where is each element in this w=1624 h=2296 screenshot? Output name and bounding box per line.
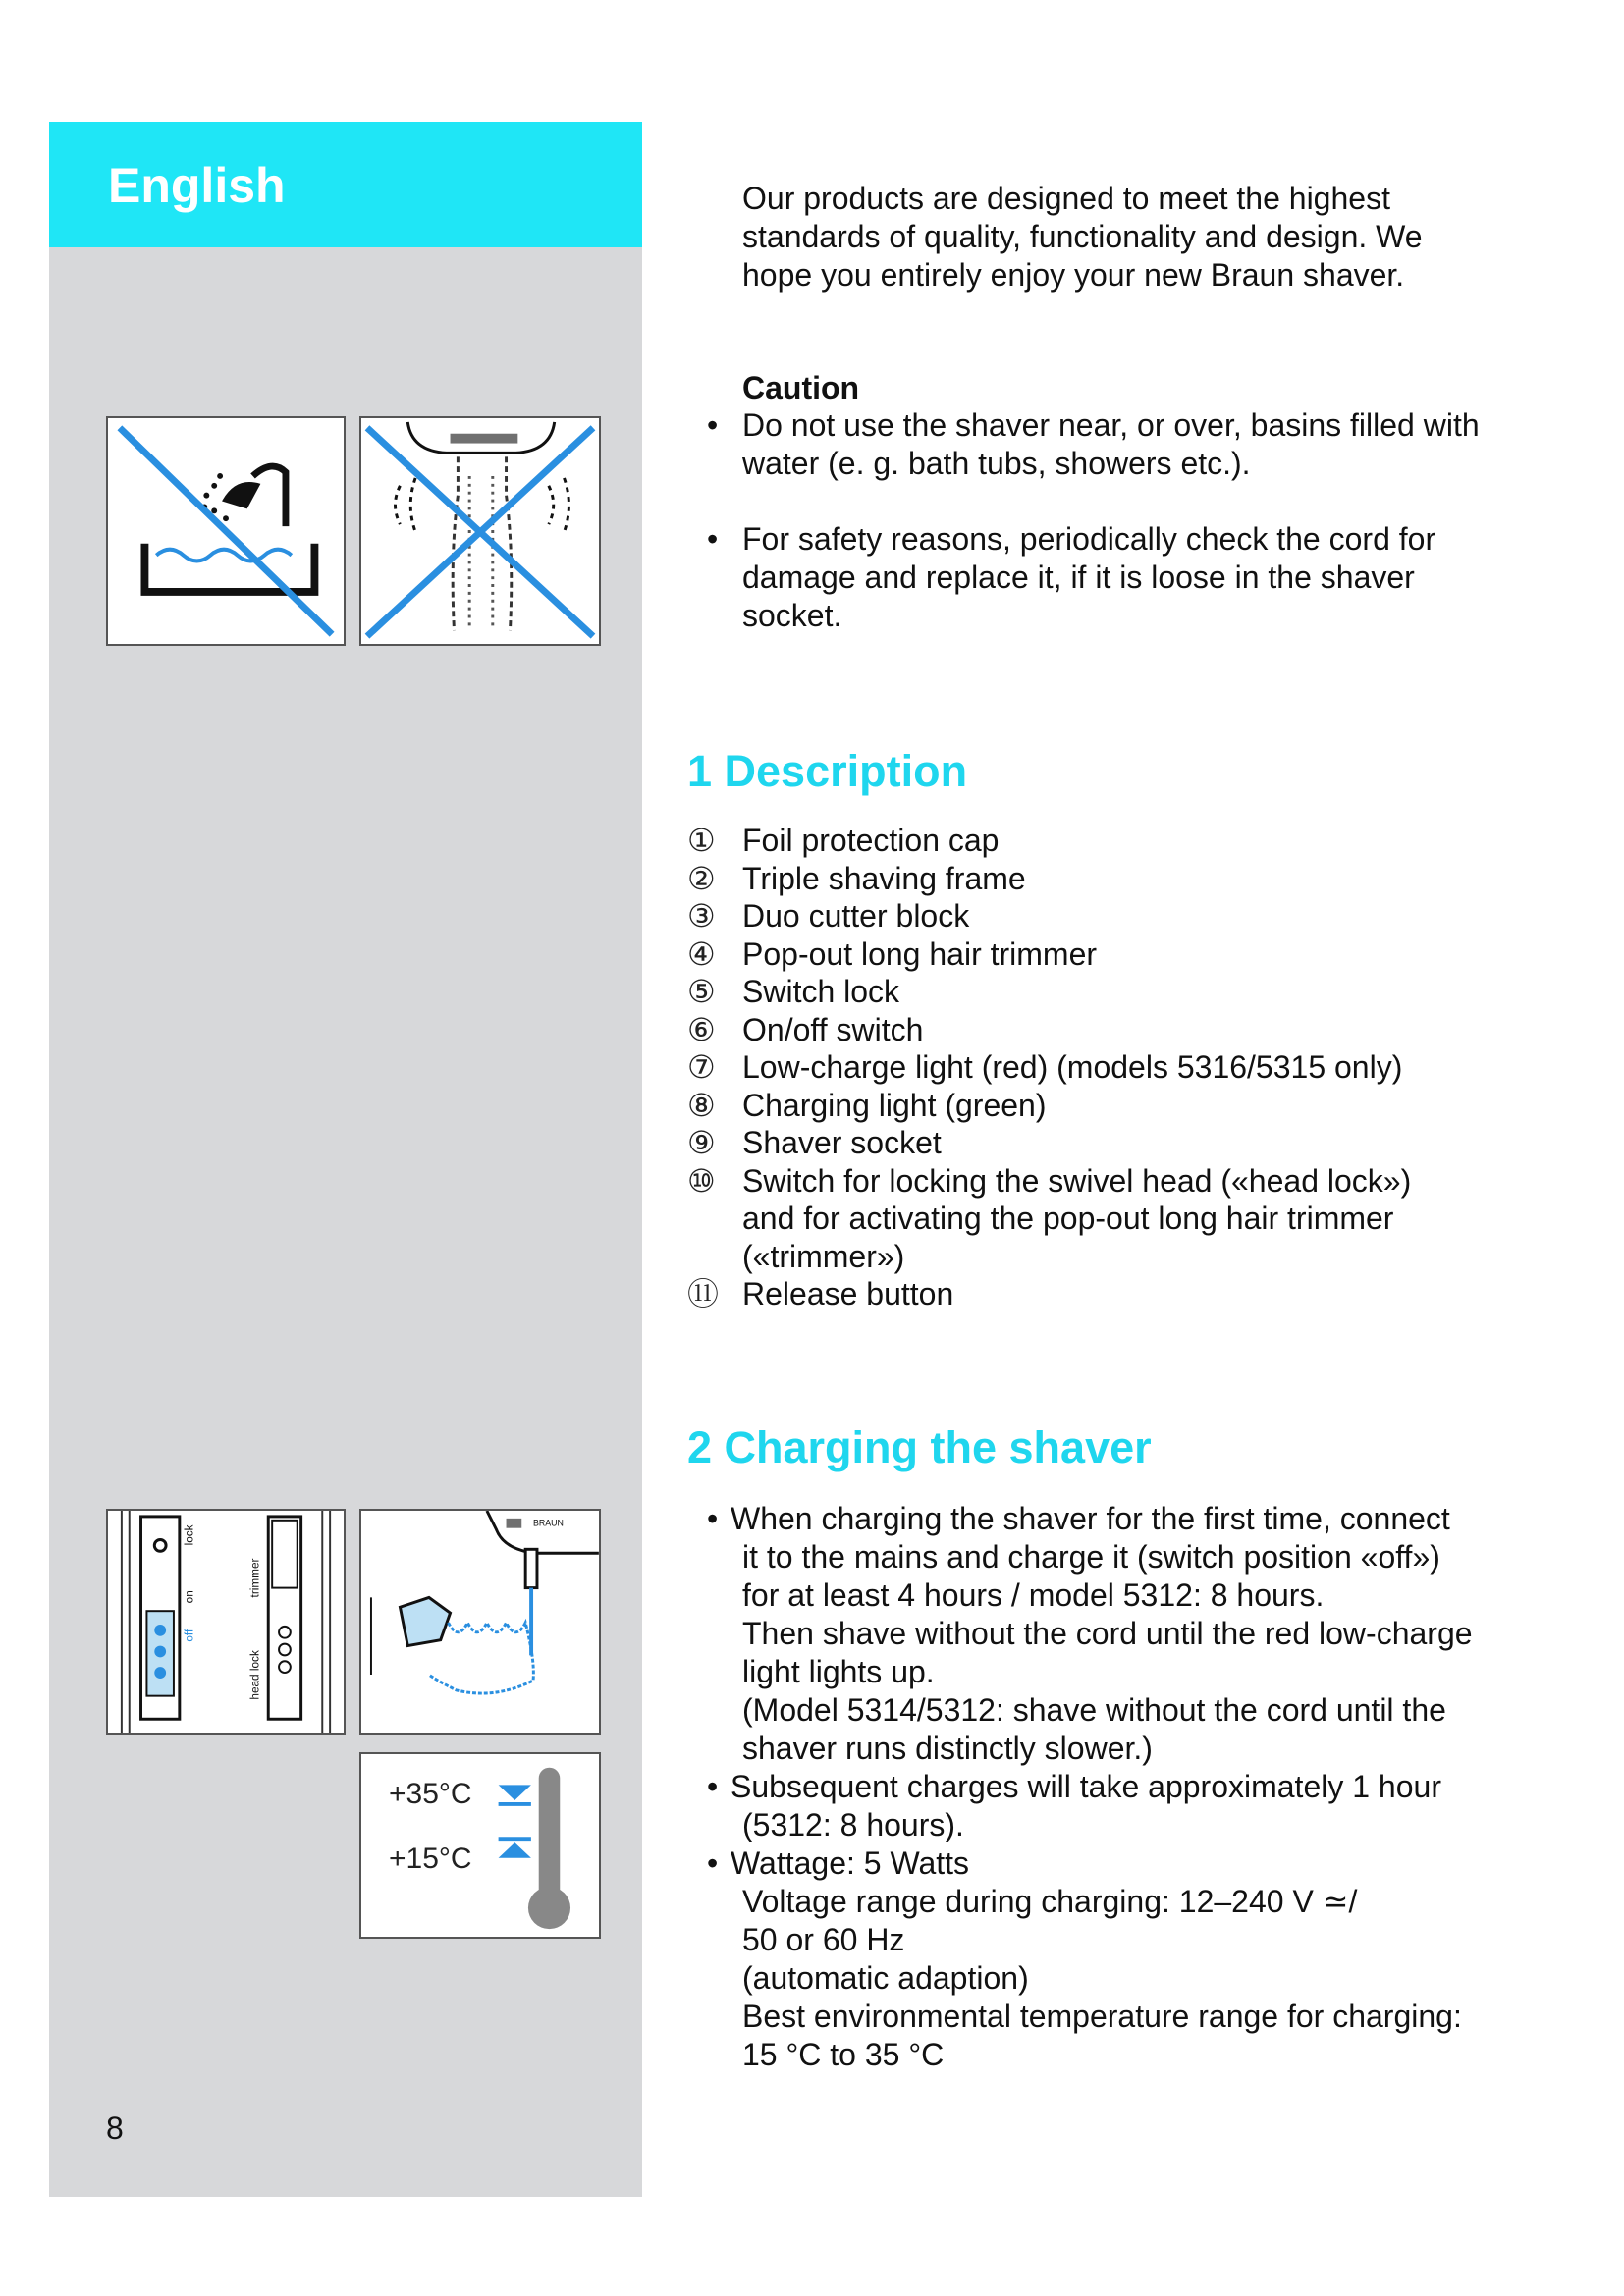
caution-bullet [707, 406, 1567, 483]
no-bathtub-figure [106, 416, 346, 646]
charging-bullet [707, 1768, 1567, 1844]
item-number: ⑧ [687, 1087, 716, 1123]
intro-line: hope you entirely enjoy your new Braun shaver. [742, 257, 1405, 293]
list-item [687, 1011, 1551, 1049]
bullet-line: 15 °C to 35 °C [742, 2037, 945, 2072]
charging-cord-figure [359, 1509, 601, 1735]
bathtub-shower-icon [108, 418, 344, 644]
list-item [687, 1275, 1551, 1313]
list-item [687, 897, 1551, 935]
item-number: ⑤ [687, 974, 716, 1009]
item-number: ② [687, 860, 716, 896]
bullet-dot: • [707, 1845, 719, 1881]
bullet-line: Best environmental temperature range for charging: [742, 1999, 1462, 2034]
item-text: Charging light (green) [742, 1087, 1047, 1123]
item-text: Low-charge light (red) (models 5316/5315 only) [742, 1049, 1403, 1085]
bullet-line: Wattage: 5 Watts [731, 1845, 970, 1881]
bullet-line: socket. [742, 598, 842, 633]
item-number: ⑦ [687, 1049, 716, 1085]
charging-heading: 2 Charging the shaver [687, 1422, 1152, 1472]
bullet-line: water (e. g. bath tubs, showers etc.). [742, 446, 1251, 481]
language-title: English [108, 158, 286, 213]
item-number: ⑥ [687, 1011, 716, 1047]
bullet-line: damage and replace it, if it is loose in the shaver [742, 560, 1415, 595]
item-text: Release button [742, 1276, 954, 1311]
bullet-line: Then shave without the cord until the red low-charge [742, 1616, 1473, 1651]
shaver-cord-icon [361, 1511, 599, 1733]
charging-bullet [707, 1844, 1567, 2074]
item-text: On/off switch [742, 1011, 924, 1047]
bullet-line: 50 or 60 Hz [742, 1922, 905, 1957]
bullet-line: Voltage range during charging: 12–240 V ≃/ [742, 1884, 1358, 1919]
page-number: 8 [106, 2110, 124, 2146]
item-number: ③ [687, 898, 716, 934]
lock-label: lock [183, 1524, 196, 1546]
bullet-dot: • [707, 1501, 719, 1536]
item-number: ⑩ [687, 1162, 716, 1199]
item-text: Switch lock [742, 974, 900, 1009]
item-text: and for activating the pop-out long hair trimmer [742, 1201, 1394, 1236]
item-number: ① [687, 823, 716, 858]
bullet-line: (5312: 8 hours). [742, 1807, 964, 1842]
bullet-dot: • [707, 521, 719, 557]
bullet-line: (Model 5314/5312: shave without the cord until the [742, 1692, 1446, 1728]
list-item [687, 822, 1551, 860]
switch-panel-icon [108, 1511, 344, 1733]
item-text: Switch for locking the swivel head («head lock») [742, 1162, 1412, 1199]
description-heading: 1 Description [687, 746, 968, 796]
shaver-brand-mark: BRAUN [533, 1518, 564, 1528]
bullet-line: For safety reasons, periodically check the cord for [742, 521, 1436, 557]
intro-paragraph [742, 180, 1547, 294]
list-item [687, 973, 1551, 1011]
bullet-line: for at least 4 hours / model 5312: 8 hours. [742, 1577, 1325, 1613]
switch-panel-figure [106, 1509, 346, 1735]
off-label: off [183, 1629, 196, 1642]
description-list [687, 822, 1551, 1313]
temperature-figure [359, 1752, 601, 1939]
item-text: Shaver socket [742, 1125, 942, 1160]
head-lock-label: head lock [248, 1650, 262, 1700]
trimmer-label: trimmer [248, 1558, 262, 1598]
temperature-high-label: +35°C [389, 1778, 472, 1810]
bullet-dot: • [707, 407, 719, 443]
no-shower-figure [359, 416, 601, 646]
bullet-line: (automatic adaption) [742, 1960, 1029, 1996]
item-number: ⑪ [687, 1276, 720, 1311]
item-text: Foil protection cap [742, 823, 1000, 858]
list-item [687, 860, 1551, 898]
intro-line: standards of quality, functionality and design. We [742, 219, 1423, 254]
bullet-line: When charging the shaver for the first time, connect [731, 1501, 1450, 1536]
bullet-line: Do not use the shaver near, or over, basins filled with [742, 407, 1480, 443]
list-item [687, 1048, 1551, 1087]
bullet-line: it to the mains and charge it (switch position «off») [742, 1539, 1440, 1575]
item-text: Duo cutter block [742, 898, 970, 934]
shaver-under-shower-icon [361, 418, 599, 644]
caution-title: Caution [742, 370, 860, 405]
on-label: on [183, 1590, 196, 1604]
list-item [687, 1087, 1551, 1125]
item-number: ⑨ [687, 1125, 716, 1160]
charging-bullet [707, 1500, 1567, 1768]
item-text: Triple shaving frame [742, 860, 1026, 896]
item-text: («trimmer») [742, 1238, 905, 1274]
list-item [687, 1124, 1551, 1162]
caution-bullet [707, 520, 1567, 635]
bullet-dot: • [707, 1769, 719, 1804]
bullet-line: light lights up. [742, 1654, 935, 1689]
item-text: Pop-out long hair trimmer [742, 935, 1098, 972]
item-number: ④ [687, 935, 716, 972]
intro-line: Our products are designed to meet the highest [742, 181, 1390, 216]
list-item [687, 935, 1551, 974]
temperature-low-label: +15°C [389, 1842, 472, 1875]
bullet-line: shaver runs distinctly slower.) [742, 1731, 1153, 1766]
list-item [687, 1162, 1551, 1276]
bullet-line: Subsequent charges will take approximately 1 hour [731, 1769, 1441, 1804]
